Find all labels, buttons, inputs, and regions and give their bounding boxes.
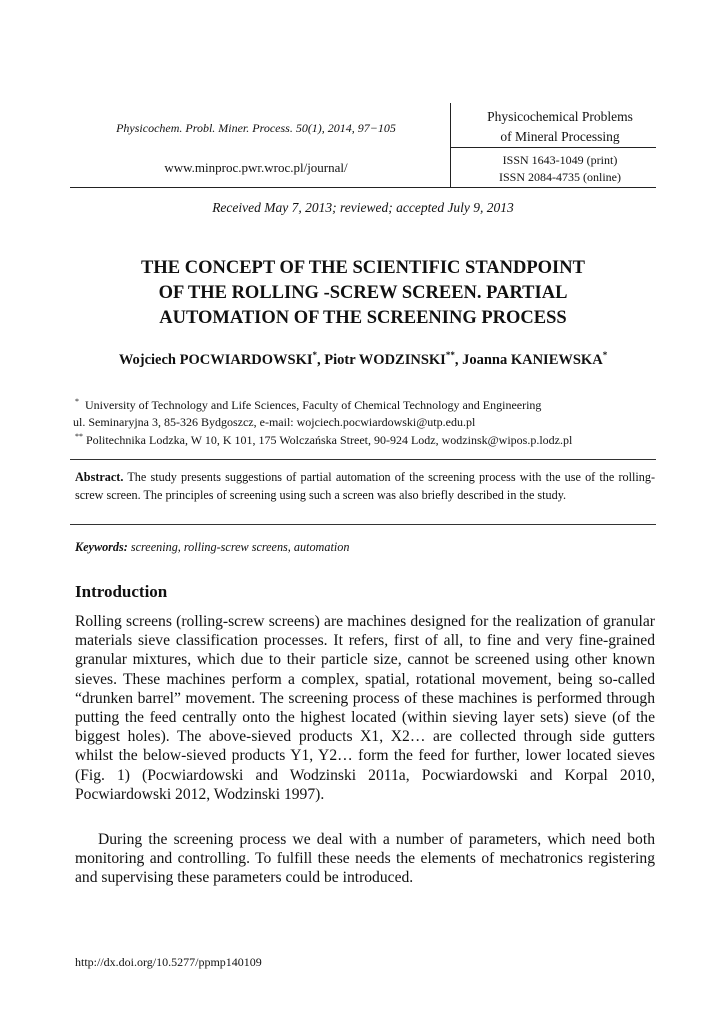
- title-line: THE CONCEPT OF THE SCIENTIFIC STANDPOINT: [141, 258, 585, 278]
- received-dates: Received May 7, 2013; reviewed; accepted July 9, 2013: [212, 200, 514, 215]
- section-heading: Introduction: [75, 582, 168, 601]
- header-divider-vertical: [450, 103, 451, 187]
- affiliation-2: [75, 428, 660, 449]
- author-mark: **: [445, 350, 455, 360]
- abstract-text: The study presents suggestions of partial automation of the screening process with the use of the rolling-screw screen. The principles of screening using such a screen was also briefly described in the study.: [75, 470, 655, 502]
- body-paragraph: Rolling screens (rolling-screw screens) are machines designed for the realization of granular materials sieve classification processes. It refers, first of all, to fine and very fine-grained granular mixtures, which due to their particle size, cannot be screened using other known sieves. These machines perform a complex, spatial, rotational movement, being so-called “drunken barrel” movement. The screening process of these machines is performed through putting the feed centrally onto the highest located (within sieving layer sets) sieve (of the biggest holes). The above-sieved products X1, X2… are collected through side gutters whilst the below-sieved products Y1, Y2… form the feed for further, lower located sieves (Fig. 1) (Pocwiardowski and Wodzinski 2011a, Pocwiardowski and Korpal 2010, Pocwiardowski 2012, Wodzinski 1997).: [75, 613, 655, 803]
- affiliation-mark: *: [75, 397, 79, 406]
- body-paragraph: During the screening process we deal with a number of parameters, which need both monitoring and controlling. To fulfill these needs the elements of mechatronics registering and supervising these parameters could be introduced.: [75, 831, 655, 887]
- author-name: Joanna KANIEWSKA: [462, 351, 603, 368]
- author-list: Wojciech POCWIARDOWSKI*, Piotr WODZINSKI**, Joanna KANIEWSKA*: [118, 350, 608, 368]
- issn-print: ISSN 1643-1049 (print): [502, 153, 618, 167]
- abstract-label: Abstract.: [75, 470, 124, 484]
- journal-name: [460, 107, 660, 147]
- paper-title: [70, 256, 656, 331]
- title-line: OF THE ROLLING -SCREW SCREEN. PARTIAL: [158, 283, 568, 303]
- affiliation-text: Politechnika Lodzka, W 10, K 101, 175 Wolczańska Street, 90-924 Lodz, wodzinsk@wipos.p.lodz.pl: [86, 433, 573, 447]
- affiliation-mark: **: [75, 432, 83, 441]
- header-divider-horizontal: [451, 147, 656, 148]
- journal-name-line1: Physicochemical Problems: [487, 109, 633, 124]
- issn-block: [460, 152, 660, 186]
- journal-url[interactable]: www.minproc.pwr.wroc.pl/journal/: [164, 160, 348, 175]
- author-mark: *: [312, 350, 318, 360]
- affiliation-address: ul. Seminaryjna 3, 85-326 Bydgoszcz, e-mail: wojciech.pocwiardowski@utp.edu.pl: [73, 415, 476, 429]
- issn-online: ISSN 2084-4735 (online): [499, 170, 621, 184]
- author-name: Wojciech POCWIARDOWSKI: [118, 351, 313, 368]
- author-name: Piotr WODZINSKI: [324, 351, 446, 368]
- doi-link[interactable]: http://dx.doi.org/10.5277/ppmp140109: [75, 955, 262, 969]
- journal-citation: Physicochem. Probl. Miner. Process. 50(1), 2014, 97−105: [116, 121, 396, 135]
- keywords-label: Keywords:: [75, 540, 128, 554]
- abstract-bottom-rule: [70, 524, 656, 525]
- keywords: [75, 540, 655, 555]
- journal-name-line2: of Mineral Processing: [500, 129, 620, 144]
- author-mark: *: [602, 350, 608, 360]
- title-line: AUTOMATION OF THE SCREENING PROCESS: [159, 308, 567, 328]
- abstract: [75, 469, 655, 504]
- keywords-text: screening, rolling-screw screens, automation: [130, 540, 350, 554]
- affiliation-text: University of Technology and Life Sciences, Faculty of Chemical Technology and Engineering: [85, 398, 542, 412]
- header-rule: [70, 187, 656, 188]
- abstract-top-rule: [70, 459, 656, 460]
- affiliation-1: [75, 393, 660, 431]
